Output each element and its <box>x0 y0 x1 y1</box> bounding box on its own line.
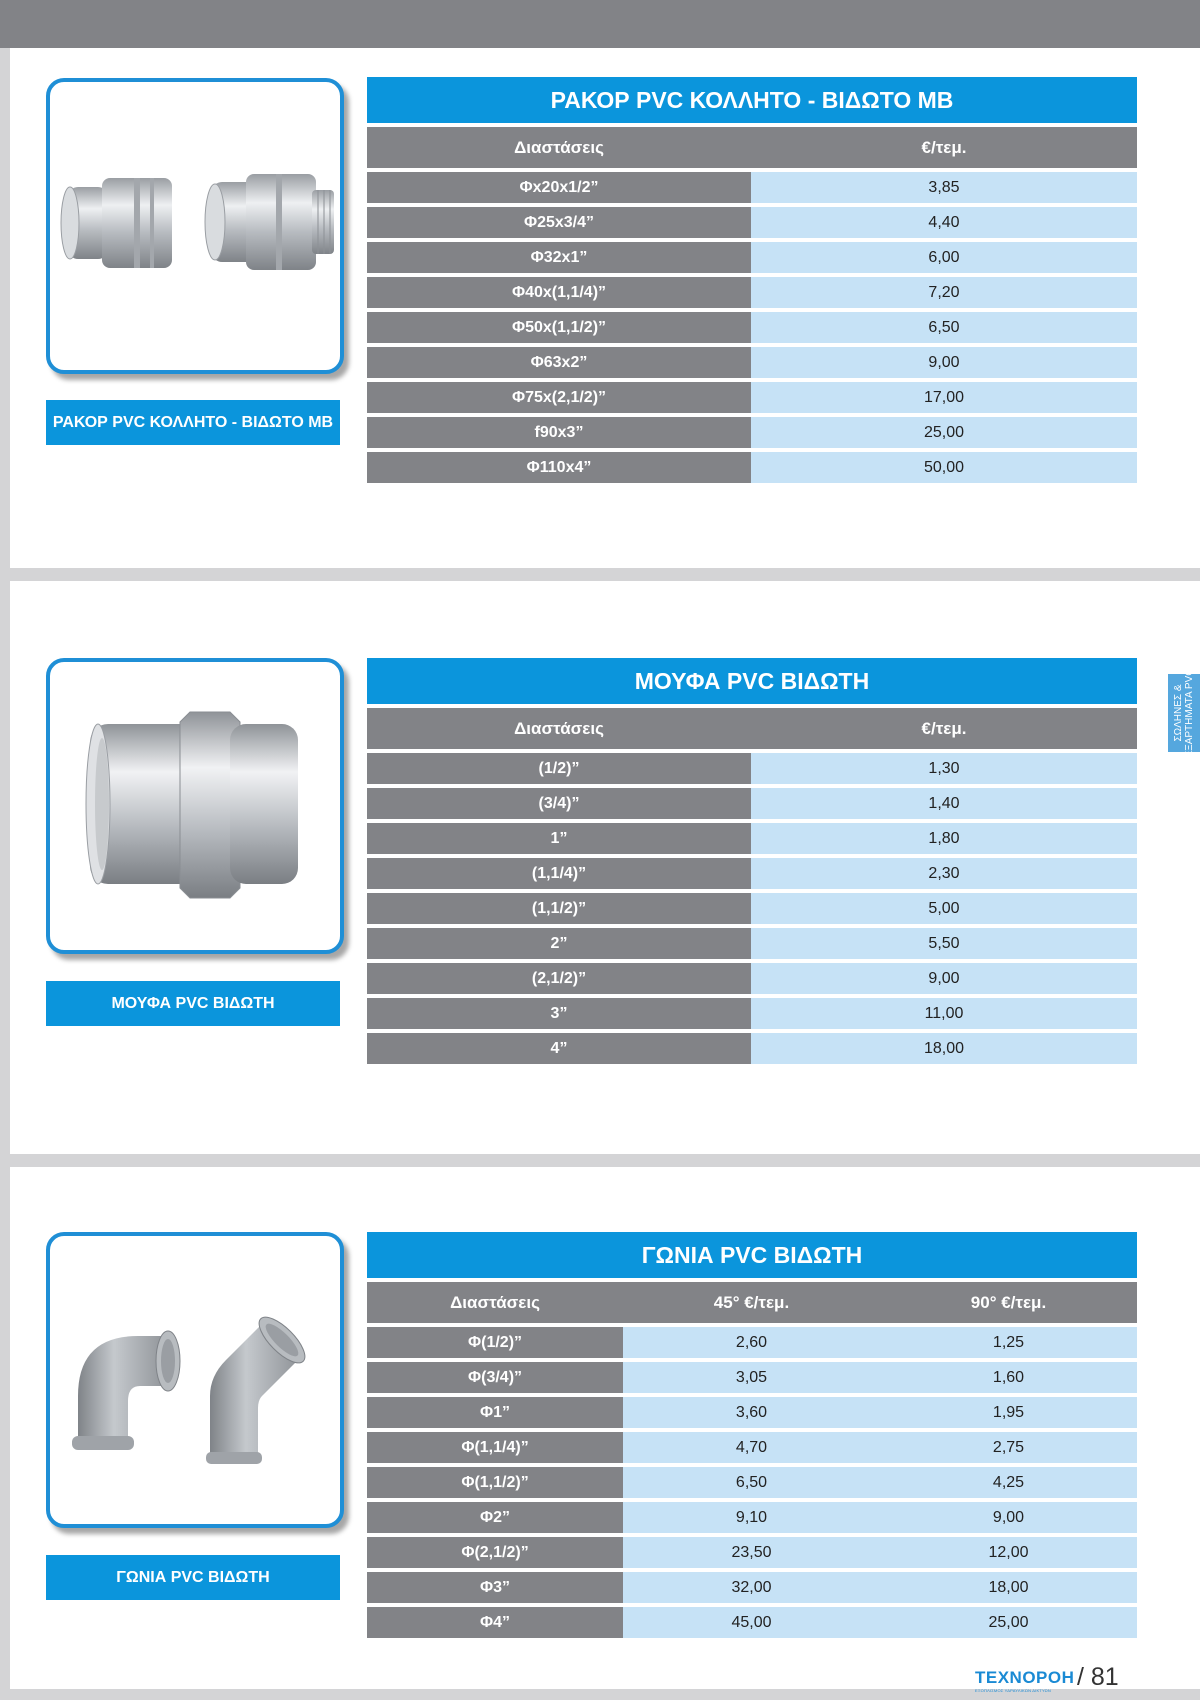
dimension-cell: (2,1/2)” <box>367 963 751 994</box>
price-cell: 2,30 <box>751 858 1137 889</box>
table-row <box>367 1397 1137 1428</box>
table-row <box>367 417 1137 448</box>
brand-tagline: ΕΞΟΠΛΙΣΜΟΣ ΥΔΡΑΥΛΙΚΩΝ ΔΙΚΤΥΩΝ <box>975 1688 1051 1693</box>
price-cell: 6,00 <box>751 242 1137 273</box>
dimension-cell: Φ(1/2)” <box>367 1327 623 1358</box>
header-price: €/τεμ. <box>921 718 967 738</box>
dimension-cell: 1” <box>367 823 751 854</box>
dimension-cell: Φ(3/4)” <box>367 1362 623 1393</box>
dimension-cell: (1,1/2)” <box>367 893 751 924</box>
table-row <box>367 1537 1137 1568</box>
header-price-45: 45° €/τεμ. <box>713 1292 790 1312</box>
table-row <box>367 312 1137 343</box>
price-cell: 6,50 <box>623 1467 880 1498</box>
dimension-cell: Φ40x(1,1/4)” <box>367 277 751 308</box>
elbow-product-image <box>46 1232 344 1528</box>
table-row <box>367 1033 1137 1064</box>
table-title: ΓΩΝΙΑ PVC ΒΙΔΩΤΗ <box>367 1232 1137 1278</box>
elbow-caption: ΓΩΝΙΑ PVC ΒΙΔΩΤΗ <box>46 1555 340 1600</box>
dimension-cell: (1,1/4)” <box>367 858 751 889</box>
table-header <box>367 708 1137 749</box>
price-cell: 32,00 <box>623 1572 880 1603</box>
table-row <box>367 1502 1137 1533</box>
table-row <box>367 277 1137 308</box>
dimension-cell: Φ32x1” <box>367 242 751 273</box>
table-row <box>367 1467 1137 1498</box>
header-price: €/τεμ. <box>921 137 967 157</box>
dimension-cell: 2” <box>367 928 751 959</box>
price-cell: 5,50 <box>751 928 1137 959</box>
table-row <box>367 858 1137 889</box>
header-price-90: 90° €/τεμ. <box>970 1292 1047 1312</box>
socket-product-image <box>46 658 344 954</box>
header-dimensions: Διαστάσεις <box>514 718 604 738</box>
table-row <box>367 963 1137 994</box>
top-bar <box>0 0 1200 48</box>
price-cell: 6,50 <box>751 312 1137 343</box>
table-row <box>367 382 1137 413</box>
elbow-price-table <box>367 1232 1137 1638</box>
table-row <box>367 207 1137 238</box>
dimension-cell: Φ25x3/4” <box>367 207 751 238</box>
price-cell: 50,00 <box>751 452 1137 483</box>
dimension-cell: f90x3” <box>367 417 751 448</box>
table-row <box>367 893 1137 924</box>
price-cell: 7,20 <box>751 277 1137 308</box>
dimension-cell: Φ3” <box>367 1572 623 1603</box>
dimension-cell: 4” <box>367 1033 751 1064</box>
table-row <box>367 242 1137 273</box>
table-row <box>367 1607 1137 1638</box>
table-header <box>367 1282 1137 1323</box>
price-cell: 1,40 <box>751 788 1137 819</box>
price-cell: 3,05 <box>623 1362 880 1393</box>
socket-price-table <box>367 658 1137 1064</box>
table-row <box>367 1362 1137 1393</box>
price-cell: 5,00 <box>751 893 1137 924</box>
price-cell: 9,00 <box>880 1502 1137 1533</box>
table-row <box>367 823 1137 854</box>
price-cell: 25,00 <box>880 1607 1137 1638</box>
price-cell: 18,00 <box>880 1572 1137 1603</box>
price-cell: 45,00 <box>623 1607 880 1638</box>
price-cell: 12,00 <box>880 1537 1137 1568</box>
price-cell: 23,50 <box>623 1537 880 1568</box>
dimension-cell: Φx20x1/2” <box>367 172 751 203</box>
table-row <box>367 1327 1137 1358</box>
table-row <box>367 347 1137 378</box>
table-row <box>367 1572 1137 1603</box>
price-cell: 9,00 <box>751 963 1137 994</box>
price-cell: 4,70 <box>623 1432 880 1463</box>
header-dimensions: Διαστάσεις <box>514 137 604 157</box>
table-row <box>367 753 1137 784</box>
table-row <box>367 928 1137 959</box>
price-cell: 1,60 <box>880 1362 1137 1393</box>
price-cell: 9,10 <box>623 1502 880 1533</box>
price-cell: 4,25 <box>880 1467 1137 1498</box>
price-cell: 1,95 <box>880 1397 1137 1428</box>
dimension-cell: (1/2)” <box>367 753 751 784</box>
table-row <box>367 998 1137 1029</box>
dimension-cell: Φ4” <box>367 1607 623 1638</box>
price-cell: 3,85 <box>751 172 1137 203</box>
header-dimensions: Διαστάσεις <box>450 1292 540 1312</box>
union-price-table <box>367 77 1137 483</box>
side-tab-label: ΣΩΛΗΝΕΣ & ΕΞΑΡΤΗΜΑΤΑ PVC <box>1173 668 1195 758</box>
socket-caption: ΜΟΥΦΑ PVC ΒΙΔΩΤΗ <box>46 981 340 1026</box>
table-row <box>367 172 1137 203</box>
price-cell: 25,00 <box>751 417 1137 448</box>
dimension-cell: Φ50x(1,1/2)” <box>367 312 751 343</box>
table-title: ΜΟΥΦΑ PVC ΒΙΔΩΤΗ <box>367 658 1137 704</box>
table-title: ΡΑΚΟΡ PVC ΚΟΛΛΗΤΟ - ΒΙΔΩΤΟ ΜΒ <box>367 77 1137 123</box>
price-cell: 18,00 <box>751 1033 1137 1064</box>
dimension-cell: (3/4)” <box>367 788 751 819</box>
price-cell: 9,00 <box>751 347 1137 378</box>
price-cell: 2,60 <box>623 1327 880 1358</box>
price-cell: 3,60 <box>623 1397 880 1428</box>
table-row <box>367 788 1137 819</box>
price-cell: 1,25 <box>880 1327 1137 1358</box>
price-cell: 17,00 <box>751 382 1137 413</box>
price-cell: 1,80 <box>751 823 1137 854</box>
union-product-image <box>46 78 344 374</box>
table-header <box>367 127 1137 168</box>
dimension-cell: Φ1” <box>367 1397 623 1428</box>
dimension-cell: Φ2” <box>367 1502 623 1533</box>
table-row <box>367 452 1137 483</box>
dimension-cell: Φ110x4” <box>367 452 751 483</box>
price-cell: 11,00 <box>751 998 1137 1029</box>
dimension-cell: Φ(1,1/4)” <box>367 1432 623 1463</box>
dimension-cell: Φ(2,1/2)” <box>367 1537 623 1568</box>
brand-logo: ΤΕΧΝΟΡΟΗ <box>975 1668 1075 1687</box>
category-side-tab <box>1168 668 1200 758</box>
dimension-cell: 3” <box>367 998 751 1029</box>
dimension-cell: Φ63x2” <box>367 347 751 378</box>
dimension-cell: Φ(1,1/2)” <box>367 1467 623 1498</box>
dimension-cell: Φ75x(2,1/2)” <box>367 382 751 413</box>
price-cell: 4,40 <box>751 207 1137 238</box>
page-number: / 81 <box>1077 1663 1119 1691</box>
price-cell: 2,75 <box>880 1432 1137 1463</box>
table-row <box>367 1432 1137 1463</box>
price-cell: 1,30 <box>751 753 1137 784</box>
union-caption: ΡΑΚΟΡ PVC ΚΟΛΛΗΤΟ - ΒΙΔΩΤΟ ΜΒ <box>46 400 340 445</box>
